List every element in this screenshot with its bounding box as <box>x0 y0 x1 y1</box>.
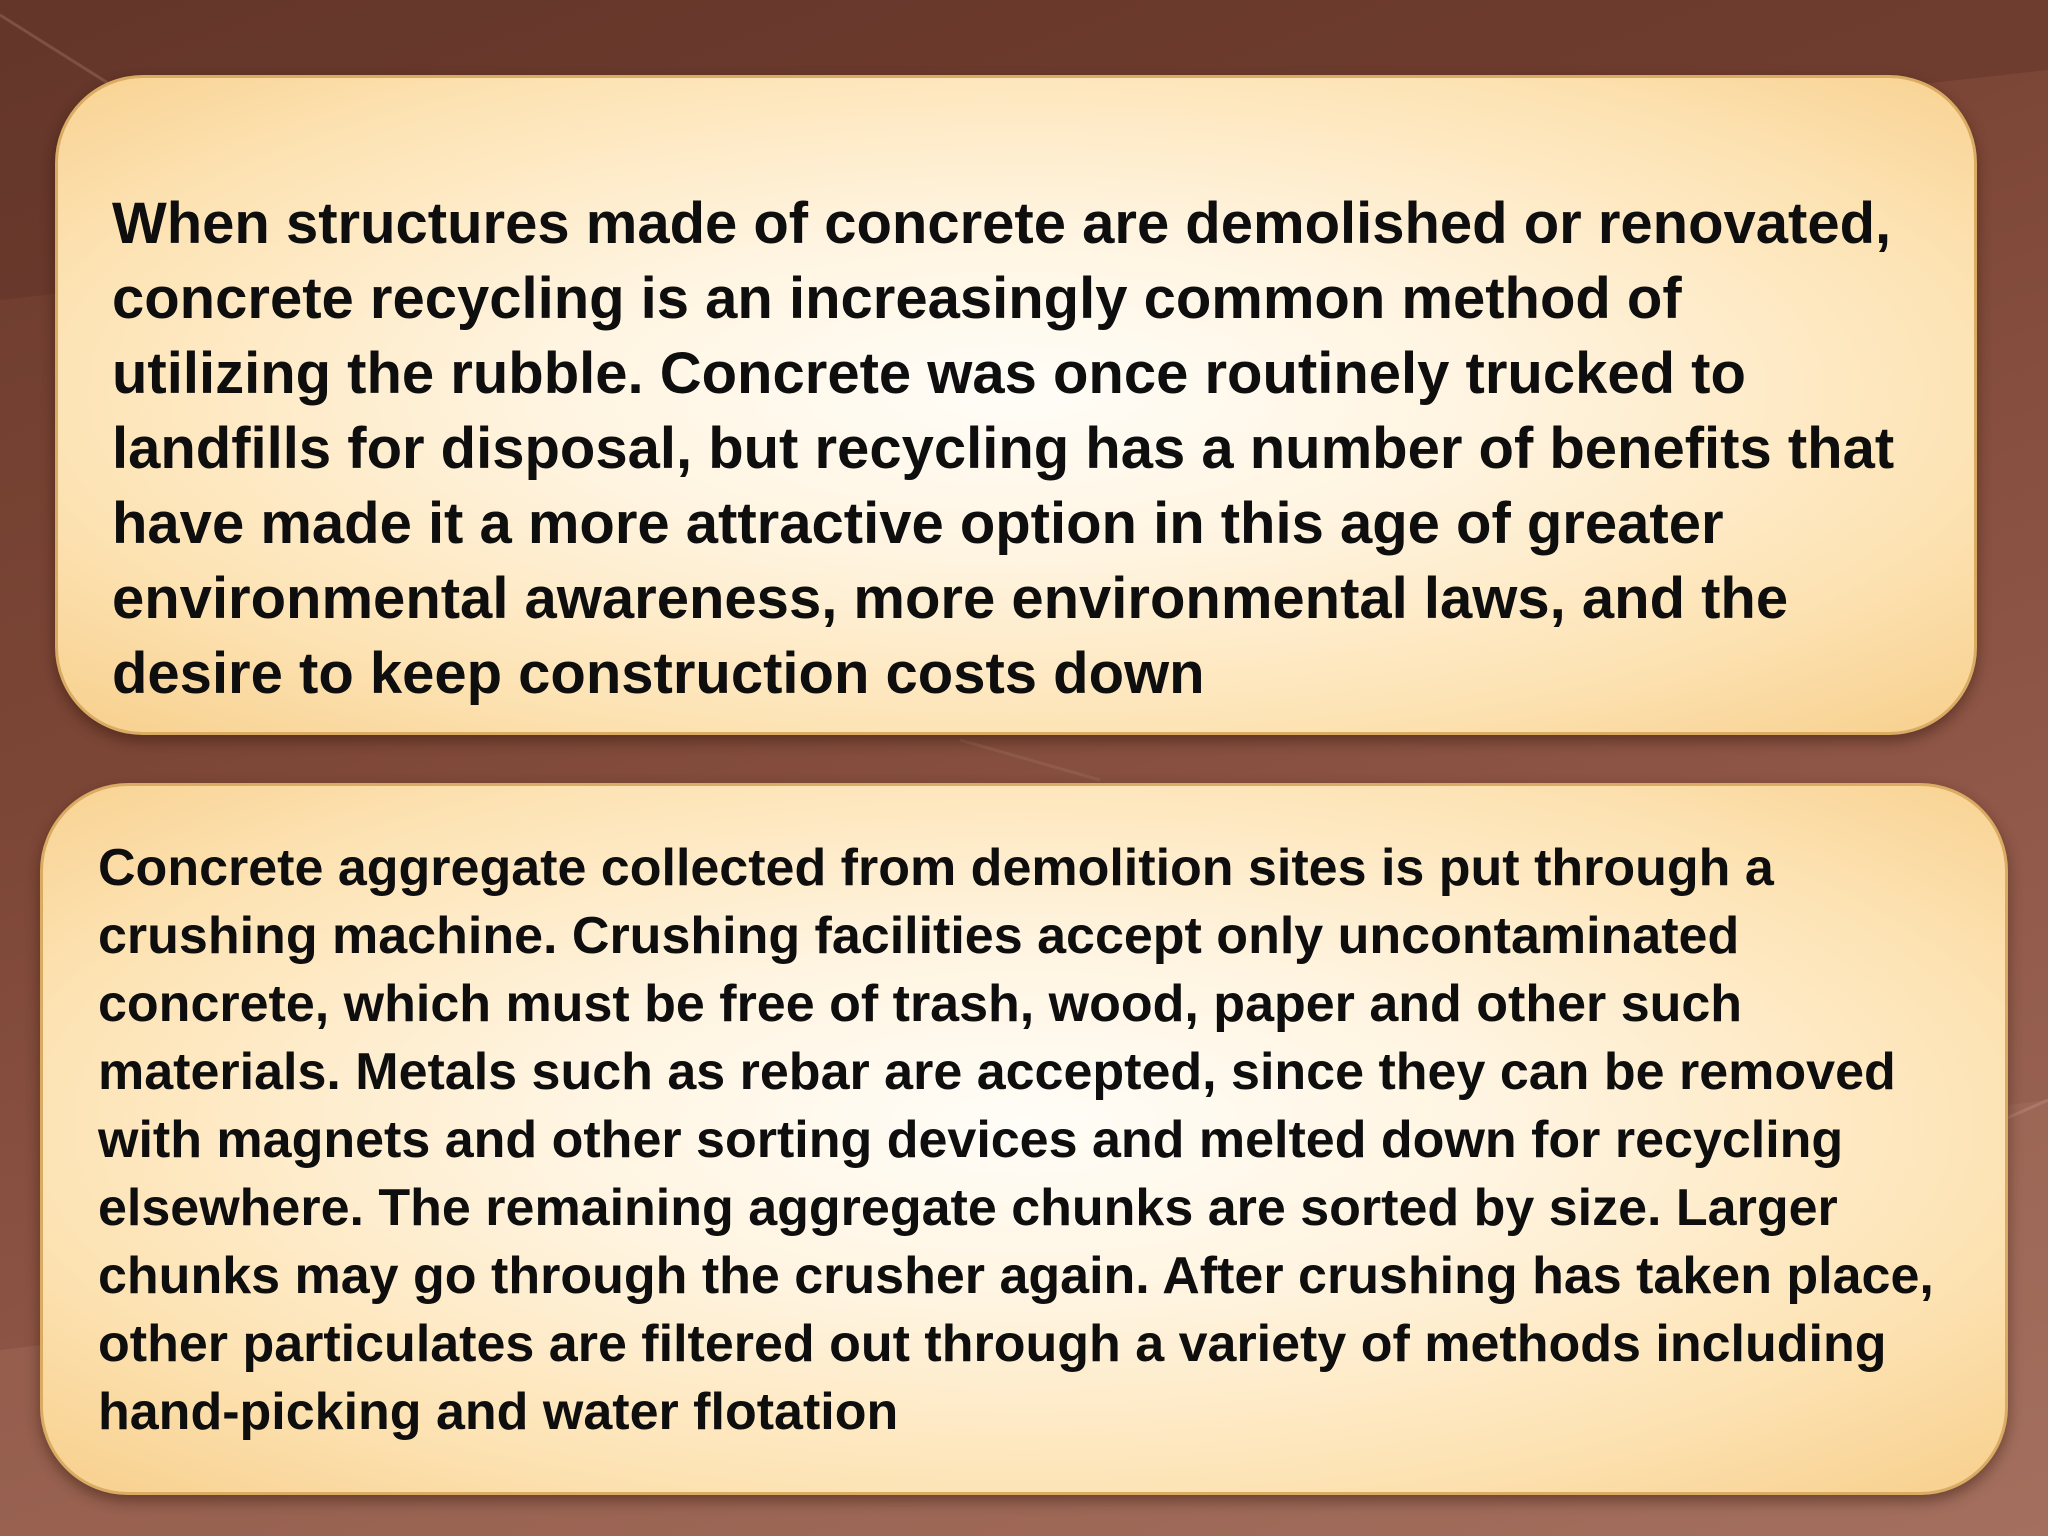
paragraph-crushing-process: Concrete aggregate collected from demolition sites is put through a crushing machine. Crushing facilities accept only uncontaminated concrete, which must be free of trash, wood, paper and other such materials. Metals such as rebar are accepted, since they can be removed with magnets and other sorting devices and melted down for recycling elsewhere. The remaining aggregate chunks are sorted by size. Larger chunks may go through the crusher again. After crushing has taken place, other particulates are filtered out through a variety of methods including hand-picking and water flotation <box>98 839 1934 1441</box>
text-box-crushing-process <box>40 783 2008 1495</box>
paragraph-recycling-intro: When structures made of concrete are demolished or renovated, concrete recycling is an increasingly common method of utilizing the rubble. Concrete was once routinely trucked to landfills for disposal, but recycling has a number of benefits that have made it a more attractive option in this age of greater environmental awareness, more environmental laws, and the desire to keep construction costs down <box>112 191 1895 706</box>
text-box-recycling-intro <box>55 75 1977 735</box>
